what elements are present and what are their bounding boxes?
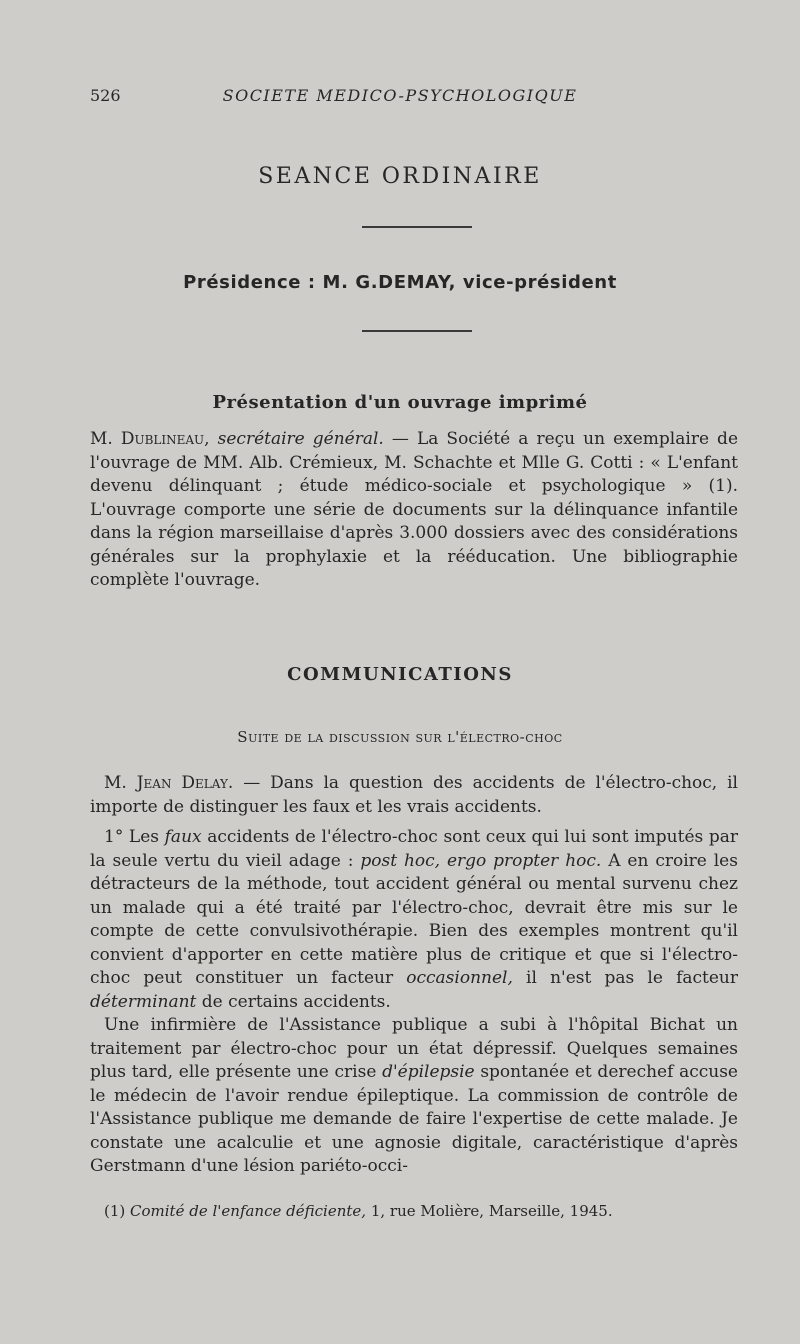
text-run: spontanée et derechef accuse le médecin de l'avoir rendue épileptique. La commission de contrôle de l'Assistance publique me demande de faire l'expertise de cette malade. Je constate une acalculie et une agnosie digitale, caractéristique d'après Gerstmann d'une lésion pariéto-occi- xyxy=(90,1062,738,1176)
emphasis: déterminant xyxy=(90,991,197,1012)
journal-title: SOCIETE MEDICO-PSYCHOLOGIQUE xyxy=(222,86,578,105)
text-run: accidents de l'électro-choc sont ceux qui lui sont imputés par la seule vertu du vieil adage : xyxy=(90,827,739,871)
text-run: 1° Les xyxy=(104,827,165,847)
subsection-heading: Suite de la discussion sur l'électro-choc xyxy=(237,728,563,746)
text-run: de certains accidents. xyxy=(196,991,391,1012)
delay-intro-paragraph xyxy=(90,772,738,819)
footnote xyxy=(104,1202,613,1220)
section-title: SEANCE ORDINAIRE xyxy=(258,164,542,189)
page-number: 526 xyxy=(90,86,121,105)
infirmiere-paragraph xyxy=(90,1014,738,1179)
paragraph-text: — La Société a reçu un exemplaire de l'ouvrage de MM. Alb. Crémieux, M. Schachte et Mlle G. Cotti : « L'enfant devenu délinquant ; étude médico-sociale et psychologique » (1). L'ouvrage comporte une série de documents sur la délinquance infantile dans la région marseillaise d'après 3.000 dossiers avec des considérations générales sur la prophylaxie et la rééducation. Une bibliographie complète l'ouvrage. xyxy=(90,429,739,590)
footnote-marker: (1) xyxy=(104,1202,126,1220)
speaker-name: M. Dublineau, xyxy=(90,429,210,449)
presentation-paragraph xyxy=(90,428,738,593)
divider-rule xyxy=(362,226,472,228)
text-run: A en croire les détracteurs de la méthode, tout accident général ou mental survenu chez un malade qui a été traité par l'électro-choc, devrait être mis sur le compte de cette convulsivothérapie. Bien des exemples montrent qu'il convient d'apporter en cette matière plus de critique et que si l'électro-choc peut constituer un facteur xyxy=(90,850,738,988)
emphasis: d'épilepsie xyxy=(382,1062,475,1082)
speaker-role: secrétaire général. xyxy=(217,429,384,449)
text-run: il n'est pas le facteur xyxy=(512,968,738,988)
communications-heading: COMMUNICATIONS xyxy=(287,664,513,685)
emphasis: occasionnel, xyxy=(406,968,513,988)
divider-rule xyxy=(362,330,472,332)
emphasis: faux xyxy=(164,827,202,847)
text-run: Une infirmière de l'Assistance publique a subi à l'hôpital Bichat un traitement par électro-choc pour un état dépressif. Quelques semaines plus tard, elle présente une crise xyxy=(90,1015,738,1082)
footnote-address: 1, rue Molière, Marseille, 1945. xyxy=(366,1202,613,1220)
footnote-title: Comité de l'enfance déficiente, xyxy=(130,1202,367,1220)
speaker-name: M. Jean Delay. xyxy=(104,773,234,793)
faux-accidents-paragraph xyxy=(90,826,738,1014)
latin-adage: post hoc, ergo propter hoc. xyxy=(360,850,602,871)
running-head xyxy=(0,86,800,110)
presentation-heading: Présentation d'un ouvrage imprimé xyxy=(212,392,588,413)
paragraph-text: — Dans la question des accidents de l'électro-choc, il importe de distinguer les faux et les vrais accidents. xyxy=(90,773,738,817)
presidence-line: Présidence : M. G.DEMAY, vice-président xyxy=(183,272,617,293)
